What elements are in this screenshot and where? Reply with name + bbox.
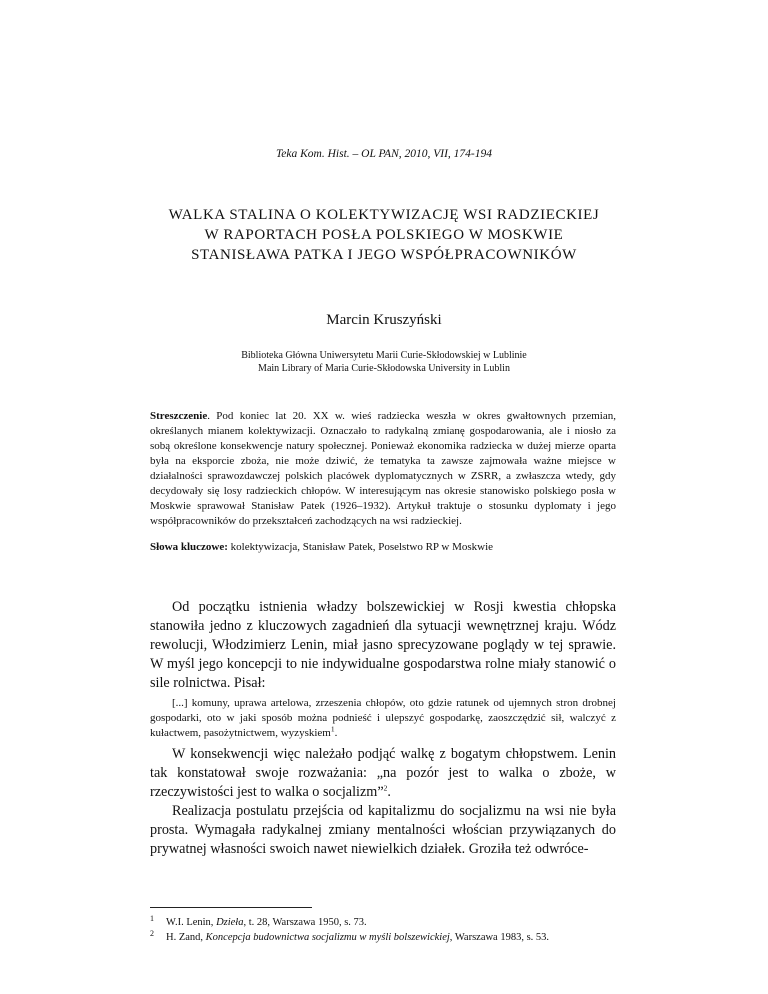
body-text [150, 598, 616, 859]
footnote: 1 W.I. Lenin, Dzieła, t. 28, Warszawa 1950, s. 73. [150, 913, 367, 928]
author-affiliation [0, 349, 768, 375]
abstract [150, 409, 616, 529]
paragraph: Realizacja postulatu przejścia od kapitalizmu do socjalizmu na wsi nie była prosta. Wymagała radykalnej zmiany mentalności włościan przywiązanych do prywatnej własności swoich nawet niewielkich działek. Groziła też odwróce- [150, 803, 616, 857]
footnote-text: H. Zand, [166, 932, 206, 943]
affiliation-line: Biblioteka Główna Uniwersytetu Marii Curie-Skłodowskiej w Lublinie [241, 350, 527, 361]
paragraph-text: W konsekwencji więc należało podjąć walkę z bogatym chłopstwem. Lenin tak konstatował swoje rozważania: „na pozór jest to walka o zboże, w rzeczywistości jest to walka o socjalizm” [150, 746, 616, 800]
paragraph [150, 745, 616, 802]
article-title [0, 205, 768, 265]
paragraph: Od początku istnienia władzy bolszewickiej w Rosji kwestia chłopska stanowiła jedno z kluczowych zagadnień dla sytuacji wewnętrznej kraju. Wódz rewolucji, Włodzimierz Lenin, miał jasno sprecyzowane poglądy w tej sprawie. W myśl jego koncepcji to nie indywidualne gospodarstwa rolne miały stanowić o sile rolnictwa. Pisał: [150, 599, 616, 691]
journal-reference: Teka Kom. Hist. – OL PAN, 2010, VII, 174-194 [275, 148, 493, 160]
title-line: STANISŁAWA PATKA I JEGO WSPÓŁPRACOWNIKÓW [191, 247, 577, 263]
footnote-text: , t. 28, Warszawa 1950, s. 73. [243, 917, 367, 928]
footnote: 2 H. Zand, Koncepcja budownictwa socjalizmu w myśli bolszewickiej, Warszawa 1983, s. 53. [150, 928, 550, 943]
paragraph-end: . [387, 784, 391, 800]
footnote-divider [150, 907, 312, 908]
affiliation-line: Main Library of Maria Curie-Skłodowska University in Lublin [258, 363, 510, 374]
title-line: W RAPORTACH POSŁA POLSKIEGO W MOSKWIE [204, 227, 564, 243]
footnote-ref[interactable]: 2 [383, 783, 388, 793]
footnote-ref[interactable]: 1 [330, 724, 335, 734]
quote-text: [...] komuny, uprawa artelowa, zrzeszenia chłopów, oto gdzie ratunek od ujemnych stron drobnej gospodarki, oto w jaki sposób można podnieść i ulepszyć gospodarkę, zaoszczędzić sił, walczyć z kułactwem, pasożytnictwem, wyzyskiem [150, 697, 616, 739]
author-name: Marcin Kruszyński [326, 312, 442, 328]
block-quote [150, 696, 616, 741]
footnotes [150, 915, 616, 945]
footnote-text: , Warszawa 1983, s. 53. [449, 932, 550, 943]
footnote-title: Dzieła [216, 917, 244, 928]
footnote-title: Koncepcja budownictwa socjalizmu w myśli bolszewickiej [205, 932, 450, 943]
footnote-text: W.I. Lenin, [166, 917, 217, 928]
quote-end: . [334, 727, 338, 739]
title-line: WALKA STALINA O KOLEKTYWIZACJĘ WSI RADZIECKIEJ [168, 207, 600, 223]
keywords-text: kolektywizacja, Stanisław Patek, Poselstwo RP w Moskwie [227, 541, 494, 553]
abstract-label: Streszczenie [150, 410, 208, 422]
abstract-text: . Pod koniec lat 20. XX w. wieś radziecka weszła w okres gwałtownych przemian, określanych mianem kolektywizacji. Oznaczało to radykalną zmianę gospodarowania, ale i niosło za sobą określone konsekwencje natury społecznej. Ponieważ ekonomika radziecka w dużej mierze oparta była na eksporcie zboża, nie może dziwić, że tematyka ta zawsze zajmowała ważne miejsce w działalności sprawozdawczej polskich placówek dyplomatycznych w ZSRR, a zwłaszcza wtedy, gdy decydowały się losy radzieckich chłopów. W interesującym nas okresie stanowisko polskiego posła w Moskwie sprawował Stanisław Patek (1926–1932). Artykuł traktuje o stosunku dyplomaty i jego współpracowników do przekształceń zachodzących na wsi radzieckiej. [150, 410, 616, 527]
keywords-label: Słowa kluczowe: [150, 541, 228, 553]
keywords [150, 541, 616, 553]
